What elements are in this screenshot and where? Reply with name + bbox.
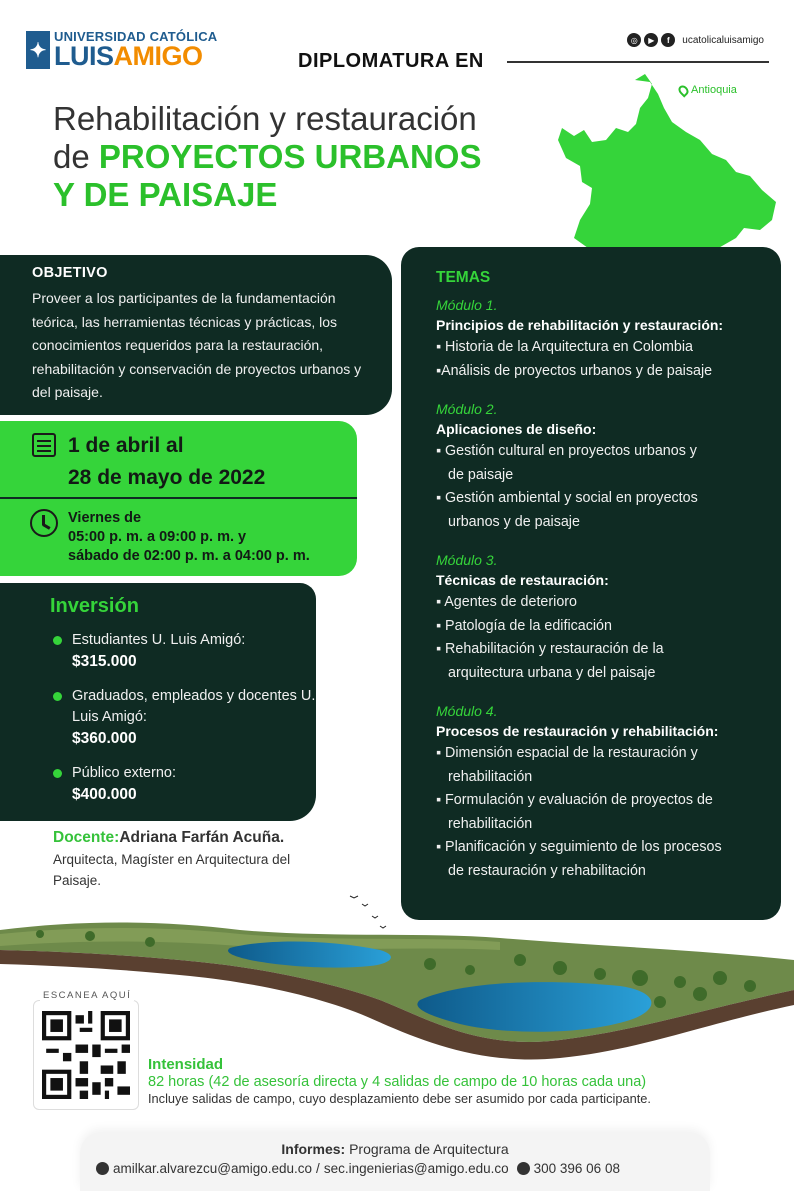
contact-line: amilkar.alvarezcu@amigo.edu.co / sec.ingenierias@amigo.edu.co 300 396 06 08 (96, 1161, 620, 1176)
list-item: ▪ Formulación y evaluación de proyectos de (436, 792, 713, 808)
logo-top-text: UNIVERSIDAD CATÓLICA (54, 29, 218, 44)
objective-panel (0, 255, 392, 415)
intensity-info (148, 1056, 651, 1107)
topics-heading: TEMAS (436, 269, 491, 286)
module-4: Módulo 4. Procesos de restauración y rehabilitación: ▪ Dimensión espacial de la restauración y rehabilitación ▪ Formulación y evaluación de proyectos de rehabilitación ▪ Planificación y seguimiento de los procesos de restauración y rehabilitación (436, 701, 771, 883)
list-item: ▪ Agentes de deterioro (436, 594, 577, 610)
social-handle[interactable]: ucatolicaluisamigo (682, 34, 764, 46)
calendar-icon (32, 433, 56, 457)
university-logo[interactable] (26, 30, 217, 70)
list-item: ▪ Patología de la edificación (436, 617, 612, 634)
header-divider (507, 61, 769, 63)
qr-code-block[interactable] (33, 990, 139, 1110)
list-item: arquitectura urbana y del paisaje (448, 664, 656, 681)
teacher-info (53, 829, 333, 891)
program-type: DIPLOMATURA EN (298, 50, 484, 72)
list-item: de paisaje (448, 466, 514, 483)
phone-icon (517, 1162, 530, 1175)
email-icon (96, 1162, 109, 1175)
list-item: ▪ Rehabilitación y restauración de la (436, 641, 664, 657)
title-line-3: Y DE PAISAJE (53, 176, 278, 213)
teacher-description: Arquitecta, Magíster en Arquitectura del Paisaje. (53, 852, 291, 888)
schedule-hours: Viernes de 05:00 p. m. a 09:00 p. m. y sábado de 02:00 p. m. a 04:00 p. m. (68, 510, 310, 564)
list-item: rehabilitación (448, 768, 533, 785)
list-item: ▪Análisis de proyectos urbanos y de paisaje (436, 362, 713, 379)
youtube-icon[interactable]: ▶ (644, 33, 658, 47)
list-item: ▪ Gestión ambiental y social en proyectos (436, 490, 698, 506)
price-item: Estudiantes U. Luis Amigó: $315.000 (50, 630, 316, 672)
location-pin-icon (676, 83, 690, 97)
investment-heading: Inversión (50, 595, 139, 617)
informes-line: Informes: Programa de Arquitectura (281, 1141, 509, 1157)
logo-emblem-icon: ✦ (26, 31, 50, 69)
module-2: Módulo 2. Aplicaciones de diseño: ▪ Gestión cultural en proyectos urbanos y de paisaje ▪ Gestión ambiental y social en proyectos urbanos y de paisaje (436, 399, 771, 534)
schedule-panel (0, 421, 357, 576)
price-item: Graduados, empleados y docentes U. Luis Amigó: $360.000 (50, 686, 316, 749)
title-line-1: Rehabilitación y restauración (53, 100, 477, 137)
list-item: urbanos y de paisaje (448, 513, 580, 530)
intensity-hours: 82 horas (42 de asesoría directa y 4 salidas de campo de 10 horas cada una) (148, 1074, 647, 1090)
objective-heading: OBJETIVO (32, 265, 108, 281)
email-link-1[interactable]: amilkar.alvarezcu@amigo.edu.co (113, 1161, 313, 1176)
map-label: Antioquia (679, 84, 737, 96)
facebook-icon[interactable]: f (661, 33, 675, 47)
module-3: Módulo 3. Técnicas de restauración: ▪ Agentes de deterioro ▪ Patología de la edificación ▪ Rehabilitación y restauración de la arquitectura urbana y del paisaje (436, 550, 771, 685)
qr-label: ESCANEA AQUÍ (40, 990, 134, 1001)
list-item: ▪ Historia de la Arquitectura en Colombia (436, 339, 693, 355)
social-links (627, 33, 764, 47)
objective-text: Proveer a los participantes de la fundamentación teórica, las herramientas técnicas y prácticas, los conocimientos requeridos para la restauración, rehabilitación y conservación de proyectos urbanos y del paisaje. (32, 290, 362, 400)
list-item: ▪ Gestión cultural en proyectos urbanos y (436, 443, 697, 459)
phone-number[interactable]: 300 396 06 08 (533, 1161, 620, 1176)
date-range: 1 de abril al 28 de mayo de 2022 (68, 434, 266, 489)
title-line-2: de PROYECTOS URBANOS (53, 138, 482, 175)
topics-panel (401, 247, 781, 920)
list-item: de restauración y rehabilitación (448, 862, 646, 879)
list-item: rehabilitación (448, 815, 533, 832)
list-item: ▪ Planificación y seguimiento de los procesos (436, 839, 722, 855)
module-1: Módulo 1. Principios de rehabilitación y restauración: ▪ Historia de la Arquitectura en Colombia ▪Análisis de proyectos urbanos y de paisaje (436, 295, 771, 383)
email-link-2[interactable]: sec.ingenierias@amigo.edu.co (323, 1161, 509, 1176)
intensity-heading: Intensidad (148, 1056, 224, 1073)
program-title (53, 100, 482, 214)
instagram-icon[interactable]: ◎ (627, 33, 641, 47)
price-item: Público externo: $400.000 (50, 763, 316, 805)
logo-bottom-text: LUISAMIGO (54, 41, 203, 71)
teacher-name: Docente:Adriana Farfán Acuña. (53, 829, 285, 846)
intensity-note: Incluye salidas de campo, cuyo desplazamiento debe ser asumido por cada participante. (148, 1091, 651, 1106)
qr-code-icon[interactable] (42, 1011, 130, 1099)
investment-panel (0, 583, 316, 821)
contact-footer (80, 1133, 710, 1191)
clock-icon (30, 509, 58, 537)
list-item: ▪ Dimensión espacial de la restauración y (436, 745, 698, 761)
